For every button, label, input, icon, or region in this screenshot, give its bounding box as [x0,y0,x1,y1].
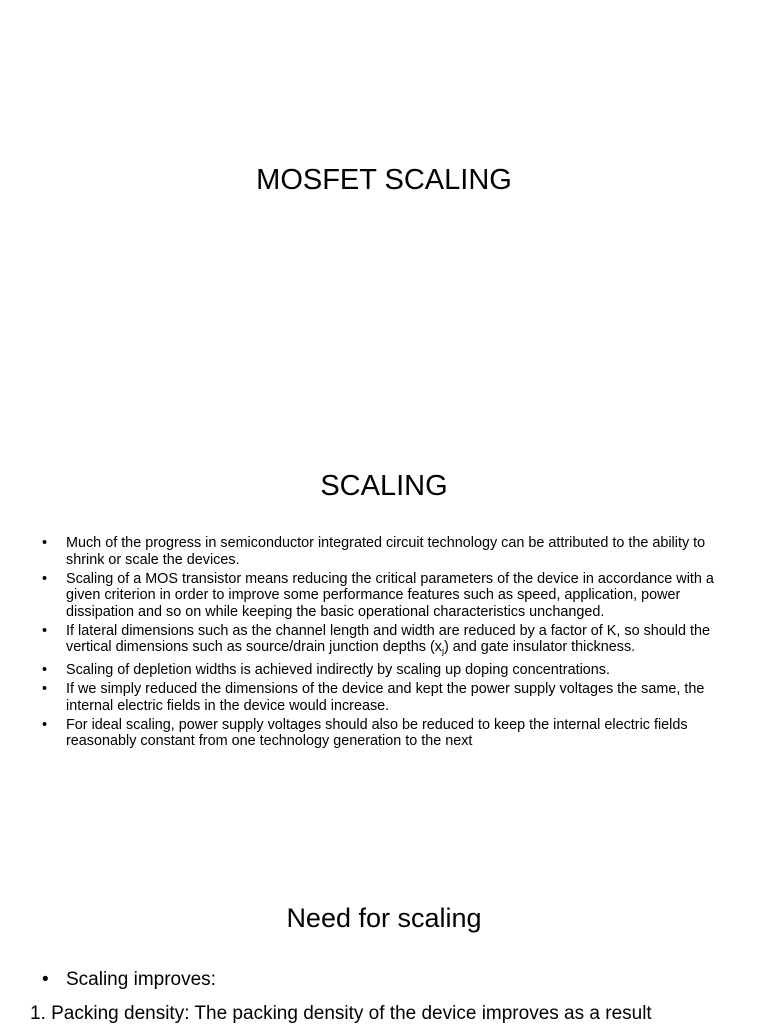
bullet-icon: • [42,681,48,697]
bullet-item [40,535,730,568]
bullet-text: Scaling of depletion widths is achieved indirectly by scaling up doping concentrations. [66,662,610,678]
need-for-scaling-list [30,969,760,1024]
subscript-j: j [441,646,444,656]
slide-scaling [0,440,768,850]
bullet-item [40,623,730,660]
bullet-text: Scaling of a MOS transistor means reducing the critical parameters of the device in accordance with a given criterion in order to improve some performance features such as speed, application, power dissipation and so on while keeping the basic operational characteristics unchanged. [66,570,714,620]
slide-2-title: SCALING [320,470,448,502]
bullet-icon: • [42,570,48,587]
bullet-text [66,623,710,656]
bullet-item [40,717,730,750]
bullet-text-after: ) and gate insulator thickness. [443,639,636,655]
slide-1-title: MOSFET SCALING [256,164,512,196]
numbered-item-text: 1. Packing density: The packing density of the device improves as a result [30,1003,652,1024]
intro-bullet [40,969,760,991]
slide-need-for-scaling [0,850,768,1024]
slide-title [0,0,768,440]
slide-3-title: Need for scaling [286,903,482,933]
bullet-icon: • [42,716,48,733]
bullet-icon: • [42,662,48,678]
bullet-text: If we simply reduced the dimensions of the device and kept the power supply voltages the same, the internal electric fields in the device would increase. [66,681,705,714]
bullet-icon: • [42,535,48,551]
bullet-item [40,681,730,714]
bullet-icon: • [42,622,48,639]
bullet-text-before: If lateral dimensions such as the channel length and width are reduced by a factor of K, so should the vertical dimensions such as source/drain junction depths (x [66,622,710,655]
bullet-item [40,662,730,679]
scaling-bullet-list [40,535,730,752]
bullet-text: Much of the progress in semiconductor integrated circuit technology can be attributed to the ability to shrink or scale the devices. [66,535,706,568]
numbered-item [30,1003,760,1024]
intro-text: Scaling improves: [66,969,216,990]
bullet-icon: • [42,969,49,990]
bullet-text: For ideal scaling, power supply voltages should also be reduced to keep the internal electric fields reasonably constant from one technology generation to the next [66,716,688,749]
bullet-item [40,571,730,621]
